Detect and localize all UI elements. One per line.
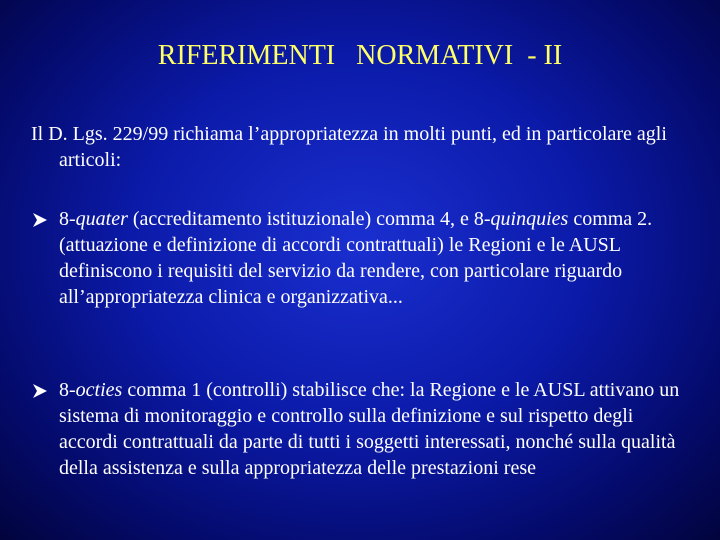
article-term: quinquies — [490, 208, 569, 230]
bullet-text: 8-quater (accreditamento istituzionale) comma 4, e 8-quinquies comma 2. (attuazione e definizione di accordi contrattuali) le Regioni e le AUSL definiscono i requisiti del servizio da rendere, con particolare riguardo all’appropriatezza clinica e organizzativa... — [59, 208, 653, 308]
arrowhead-bullet-icon — [32, 206, 54, 232]
article-term: octies — [75, 379, 123, 401]
article-term: quater — [75, 208, 128, 230]
bullet-item-octies — [32, 377, 692, 481]
bullet-item-quater — [32, 206, 692, 310]
intro-paragraph: Il D. Lgs. 229/99 richiama l’appropriatezza in molti punti, ed in particolare agli articoli: — [31, 123, 667, 171]
slide-title: RIFERIMENTI NORMATIVI - II — [157, 40, 563, 71]
arrowhead-bullet-icon — [32, 377, 54, 403]
bullet-text: 8-octies comma 1 (controlli) stabilisce che: la Regione e le AUSL attivano un sistema di monitoraggio e controllo sulla definizione e sul rispetto degli accordi contrattuali da parte di tutti i soggetti interessati, nonché sulla qualità della assistenza e sulla appropriatezza delle prestazioni rese — [59, 379, 680, 479]
